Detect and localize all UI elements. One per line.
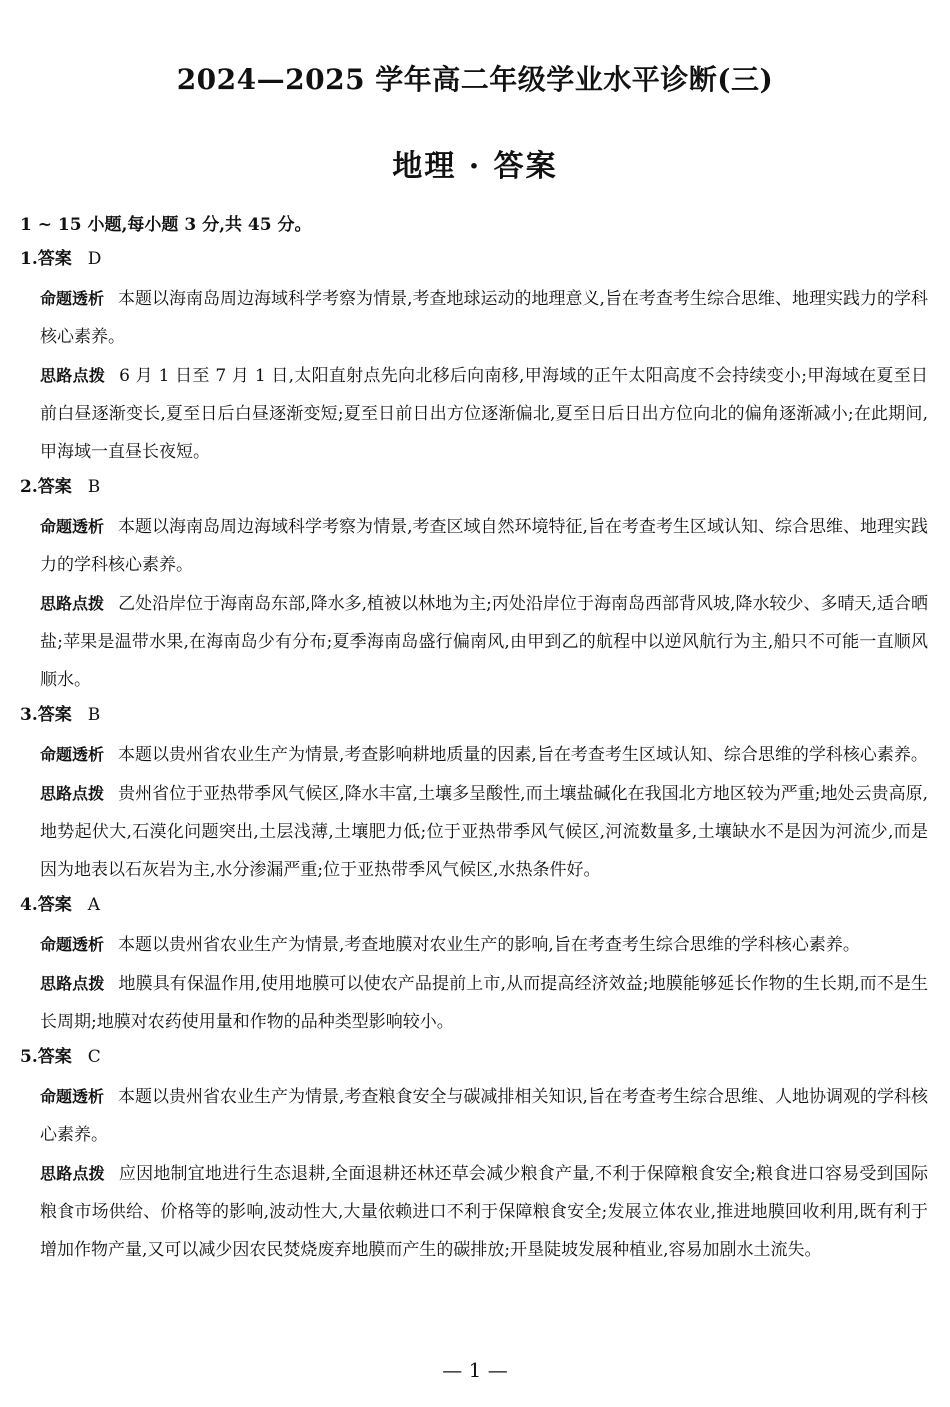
analysis-paragraph (40, 508, 928, 584)
answer-label: 答案 (37, 477, 72, 497)
hint-text: 贵州省位于亚热带季风气候区,降水丰富,土壤多呈酸性,而土壤盐碱化在我国北方地区较为严重;地处云贵高原,地势起伏大,石漠化问题突出,土层浅薄,土壤肥力低;位于亚热带季风气候区,河流数量多,土壤缺水不是因为河流少,而是因为地表以石灰岩为主,水分渗漏严重;位于亚热带季风气候区,水热条件好。 (40, 784, 928, 880)
document-subtitle: 地理 · 答案 (392, 149, 558, 184)
analysis-label: 命题透析 (40, 1087, 105, 1106)
scoring-intro (20, 210, 928, 240)
analysis-label: 命题透析 (40, 517, 105, 536)
hint-text: 应因地制宜地进行生态退耕,全面退耕还林还草会减少粮食产量,不利于保障粮食安全;粮食进口容易受到国际粮食市场供给、价格等的影响,波动性大,大量依赖进口不利于保障粮食安全;发展立体农业,推进地膜回收利用,既有利于增加作物产量,又可以减少因农民焚烧废弃地膜而产生的碳排放;开垦陡坡发展种植业,容易加剧水土流失。 (40, 1164, 928, 1260)
analysis-text: 本题以海南岛周边海域科学考察为情景,考查区域自然环境特征,旨在考查考生区域认知、综合思维、地理实践力的学科核心素养。 (40, 517, 928, 575)
question-block-2 (20, 472, 928, 699)
hint-text: 地膜具有保温作用,使用地膜可以使农产品提前上市,从而提高经济效益;地膜能够延长作物的生长期,而不是生长周期;地膜对农药使用量和作物的品种类型影响较小。 (40, 974, 928, 1032)
answer-value: B (87, 477, 101, 497)
question-number: 2. (20, 477, 38, 497)
question-number: 3. (20, 705, 38, 725)
answer-label: 答案 (37, 249, 72, 269)
answer-value: B (87, 705, 101, 725)
analysis-paragraph (40, 1078, 928, 1154)
question-range: 1 ~ 15 小题 (20, 215, 122, 235)
question-block-5 (20, 1042, 928, 1269)
answer-label: 答案 (37, 1047, 72, 1067)
answer-line (20, 472, 928, 502)
question-block-3 (20, 700, 928, 889)
answer-label: 答案 (37, 895, 72, 915)
hint-paragraph (40, 965, 928, 1041)
question-block-1 (20, 244, 928, 471)
answer-value: D (87, 249, 102, 269)
hint-label: 思路点拨 (40, 784, 105, 803)
analysis-paragraph (40, 280, 928, 356)
hint-text: 6 月 1 日至 7 月 1 日,太阳直射点先向北移后向南移,甲海域的正午太阳高度不会持续变小;甲海域在夏至日前白昼逐渐变长,夏至日后白昼逐渐变短;夏至日前日出方位逐渐偏北,夏至日后日出方位向北的偏角逐渐减小;在此期间,甲海域一直昼长夜短。 (40, 366, 928, 462)
hint-paragraph (40, 1155, 928, 1269)
question-block-4 (20, 890, 928, 1041)
hint-paragraph (40, 585, 928, 699)
hint-label: 思路点拨 (40, 1164, 105, 1183)
analysis-text: 本题以贵州省农业生产为情景,考查地膜对农业生产的影响,旨在考查考生综合思维的学科核心素养。 (118, 935, 860, 955)
scoring-rule: ,每小题 3 分,共 45 分。 (121, 215, 312, 235)
answer-value: A (87, 895, 101, 915)
analysis-paragraph (40, 926, 928, 964)
hint-label: 思路点拨 (40, 366, 106, 385)
analysis-label: 命题透析 (40, 935, 105, 954)
analysis-label: 命题透析 (40, 745, 105, 764)
hint-text: 乙处沿岸位于海南岛东部,降水多,植被以林地为主;丙处沿岸位于海南岛西部背风坡,降水较少、多晴天,适合晒盐;苹果是温带水果,在海南岛少有分布;夏季海南岛盛行偏南风,由甲到乙的航程中以逆风航行为主,船只不可能一直顺风顺水。 (40, 594, 928, 690)
answer-line (20, 700, 928, 730)
answer-label: 答案 (37, 705, 72, 725)
answer-line (20, 244, 928, 274)
analysis-text: 本题以贵州省农业生产为情景,考查影响耕地质量的因素,旨在考查考生区域认知、综合思维的学科核心素养。 (118, 745, 928, 765)
document-title: 2024—2025 学年高二年级学业水平诊断(三) (176, 63, 774, 96)
question-number: 4. (20, 895, 38, 915)
answer-line (20, 890, 928, 920)
analysis-text: 本题以海南岛周边海域科学考察为情景,考查地球运动的地理意义,旨在考查考生综合思维、地理实践力的学科核心素养。 (40, 289, 928, 347)
answer-value: C (87, 1047, 101, 1067)
analysis-label: 命题透析 (40, 289, 105, 308)
hint-paragraph (40, 775, 928, 889)
answers-content (20, 210, 928, 1270)
analysis-paragraph (40, 736, 928, 774)
answer-line (20, 1042, 928, 1072)
page-number: — 1 — (442, 1358, 508, 1382)
question-number: 1. (20, 249, 38, 269)
hint-label: 思路点拨 (40, 974, 105, 993)
hint-label: 思路点拨 (40, 594, 105, 613)
question-number: 5. (20, 1047, 38, 1067)
analysis-text: 本题以贵州省农业生产为情景,考查粮食安全与碳减排相关知识,旨在考查考生综合思维、人地协调观的学科核心素养。 (40, 1087, 928, 1145)
hint-paragraph (40, 357, 928, 471)
